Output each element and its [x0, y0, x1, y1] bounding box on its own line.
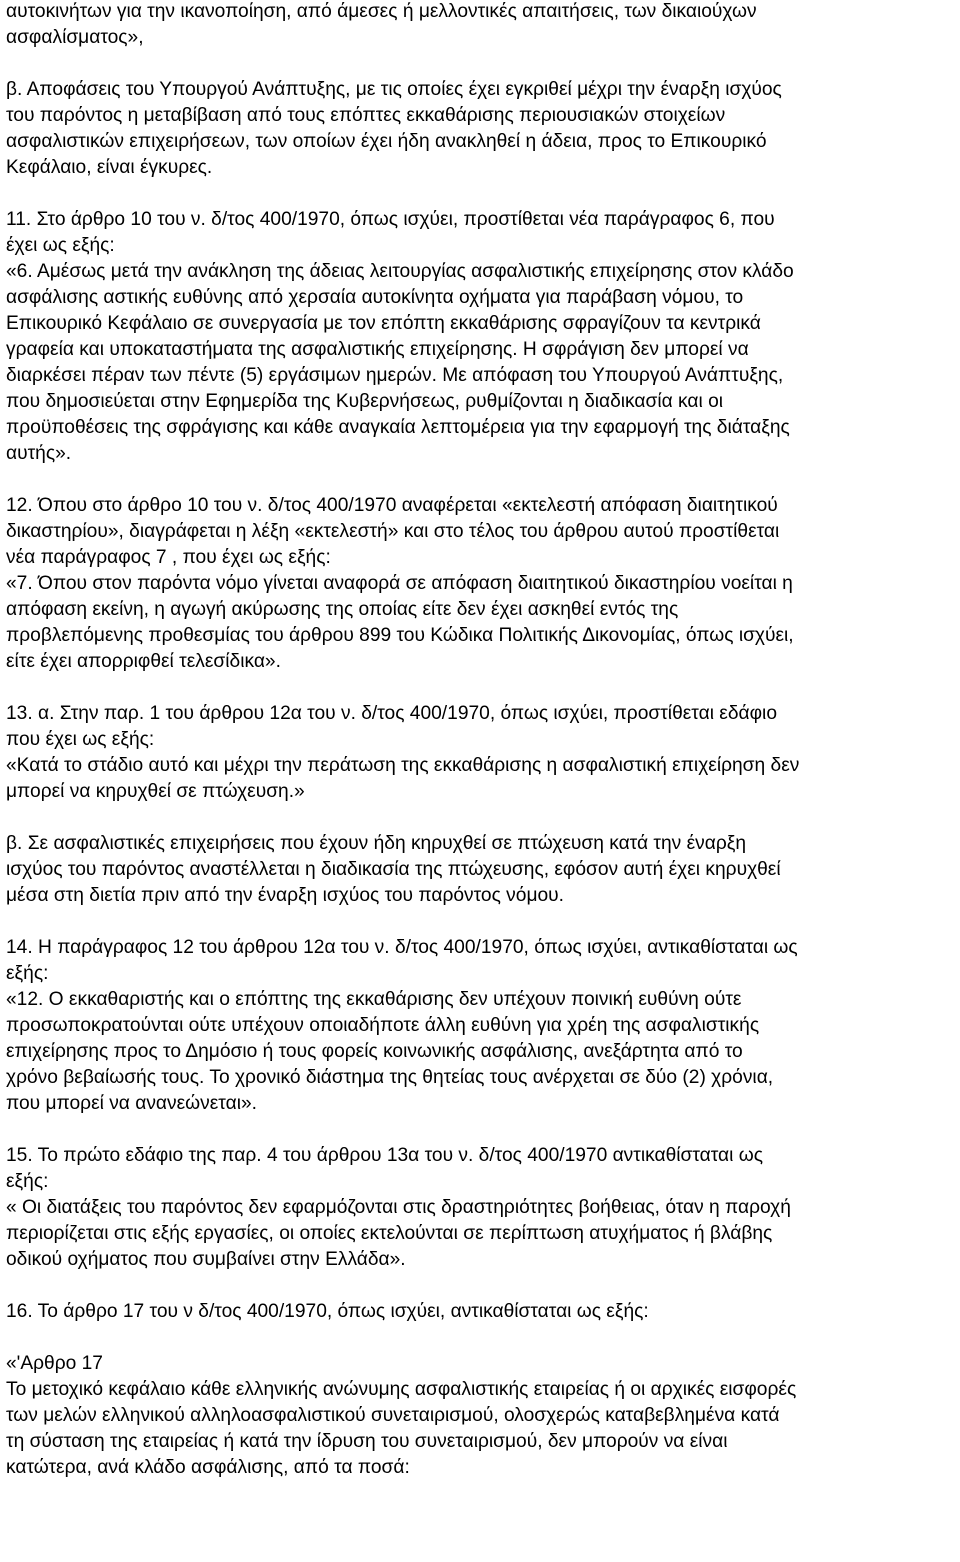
- text-line: «7. Όπου στον παρόντα νόμο γίνεται αναφορά σε απόφαση διαιτητικού δικαστηρίου νοείται η: [6, 573, 793, 594]
- text-line: οδικού οχήματος που συμβαίνει στην Ελλάδα».: [6, 1249, 406, 1270]
- text-line: 16. Το άρθρο 17 του ν δ/τος 400/1970, όπως ισχύει, αντικαθίσταται ως εξής:: [6, 1301, 649, 1322]
- text-line: είτε έχει απορριφθεί τελεσίδικα».: [6, 651, 281, 672]
- text-line: διαρκέσει πέραν των πέντε (5) εργάσιμων ημερών. Με απόφαση του Υπουργού Ανάπτυξης,: [6, 365, 784, 386]
- text-line: «12. Ο εκκαθαριστής και ο επόπτης της εκκαθάρισης δεν υπέχουν ποινική ευθύνη ούτε: [6, 989, 742, 1010]
- text-line: 12. Όπου στο άρθρο 10 του ν. δ/τος 400/1970 αναφέρεται «εκτελεστή απόφαση διαιτητικού: [6, 495, 778, 516]
- text-line: εξής:: [6, 1171, 49, 1192]
- text-line: περιορίζεται στις εξής εργασίες, οι οποίες εκτελούνται σε περίπτωση ατυχήματος ή βλάβης: [6, 1223, 773, 1244]
- text-line: ασφαλιστικών επιχειρήσεων, των οποίων έχει ήδη ανακληθεί η άδεια, προς το Επικουρικό: [6, 131, 767, 152]
- text-line: έχει ως εξής:: [6, 235, 115, 256]
- text-line: που μπορεί να ανανεώνεται».: [6, 1093, 257, 1114]
- text-line: 11. Στο άρθρο 10 του ν. δ/τος 400/1970, όπως ισχύει, προστίθεται νέα παράγραφος 6, που: [6, 209, 775, 230]
- text-line: επιχείρησης προς το Δημόσιο ή τους φορείς κοινωνικής ασφάλισης, ανεξάρτητα από το: [6, 1041, 743, 1062]
- text-line: εξής:: [6, 963, 49, 984]
- text-line: γραφεία και υποκαταστήματα της ασφαλιστικής επιχείρησης. Η σφράγιση δεν μπορεί να: [6, 339, 749, 360]
- text-line: μπορεί να κηρυχθεί σε πτώχευση.»: [6, 781, 305, 802]
- text-line: «Κατά το στάδιο αυτό και μέχρι την περάτωση της εκκαθάρισης η ασφαλιστική επιχείρηση δεν: [6, 755, 800, 776]
- text-line: Κεφάλαιο, είναι έγκυρες.: [6, 157, 213, 178]
- text-line: προβλεπόμενης προθεσμίας του άρθρου 899 του Κώδικα Πολιτικής Δικονομίας, όπως ισχύει,: [6, 625, 794, 646]
- text-line: ασφαλίσματος»,: [6, 27, 144, 48]
- text-line: « Οι διατάξεις του παρόντος δεν εφαρμόζονται στις δραστηριότητες βοήθειας, όταν η παροχή: [6, 1197, 791, 1218]
- text-line: «'Αρθρο 17: [6, 1353, 103, 1374]
- text-line: δικαστηρίου», διαγράφεται η λέξη «εκτελεστή» και στο τέλος του άρθρου αυτού προστίθεται: [6, 521, 780, 542]
- text-line: τη σύσταση της εταιρείας ή κατά την ίδρυση του συνεταιρισμού, δεν μπορούν να είναι: [6, 1431, 728, 1452]
- text-line: που δημοσιεύεται στην Εφημερίδα της Κυβερνήσεως, ρυθμίζονται η διαδικασία και οι: [6, 391, 724, 412]
- text-line: «6. Αμέσως μετά την ανάκληση της άδειας λειτουργίας ασφαλιστικής επιχείρησης στον κλάδο: [6, 261, 794, 282]
- text-line: β. Σε ασφαλιστικές επιχειρήσεις που έχουν ήδη κηρυχθεί σε πτώχευση κατά την έναρξη: [6, 833, 747, 854]
- text-line: 13. α. Στην παρ. 1 του άρθρου 12α του ν. δ/τος 400/1970, όπως ισχύει, προστίθεται εδάφιο: [6, 703, 777, 724]
- text-line: Επικουρικό Κεφάλαιο σε συνεργασία με τον επόπτη εκκαθάρισης σφραγίζουν τα κεντρικά: [6, 313, 761, 334]
- text-line: ισχύος του παρόντος αναστέλλεται η διαδικασία της πτώχευσης, εφόσον αυτή έχει κηρυχθεί: [6, 859, 781, 880]
- text-line: του παρόντος η μεταβίβαση από τους επόπτες εκκαθάρισης περιουσιακών στοιχείων: [6, 105, 726, 126]
- text-line: χρόνο βεβαίωσής τους. Το χρονικό διάστημα της θητείας τους ανέρχεται σε δύο (2) χρόνια,: [6, 1067, 774, 1088]
- text-line: ασφάλισης αστικής ευθύνης από χερσαία αυτοκίνητα οχήματα για παράβαση νόμου, το: [6, 287, 744, 308]
- text-line: νέα παράγραφος 7 , που έχει ως εξής:: [6, 547, 331, 568]
- text-line: προσωποκρατούνται ούτε υπέχουν οποιαδήποτε άλλη ευθύνη για χρέη της ασφαλιστικής: [6, 1015, 760, 1036]
- text-line: κατώτερα, ανά κλάδο ασφάλισης, από τα ποσά:: [6, 1457, 410, 1478]
- text-line: β. Αποφάσεις του Υπουργού Ανάπτυξης, με τις οποίες έχει εγκριθεί μέχρι την έναρξη ισχύος: [6, 79, 782, 100]
- text-line: αυτής».: [6, 443, 72, 464]
- text-line: αυτοκινήτων για την ικανοποίηση, από άμεσες ή μελλοντικές απαιτήσεις, των δικαιούχων: [6, 1, 757, 22]
- text-line: απόφαση εκείνη, η αγωγή ακύρωσης της οποίας είτε δεν έχει ασκηθεί εντός της: [6, 599, 679, 620]
- text-line: των μελών ελληνικού αλληλοασφαλιστικού συνεταιρισμού, ολοσχερώς καταβεβλημένα κατά: [6, 1405, 780, 1426]
- text-line: που έχει ως εξής:: [6, 729, 155, 750]
- text-line: μέσα στη διετία πριν από την έναρξη ισχύος του παρόντος νόμου.: [6, 885, 564, 906]
- text-line: 15. Το πρώτο εδάφιο της παρ. 4 του άρθρου 13α του ν. δ/τος 400/1970 αντικαθίσταται ως: [6, 1145, 763, 1166]
- text-line: 14. Η παράγραφος 12 του άρθρου 12α του ν. δ/τος 400/1970, όπως ισχύει, αντικαθίσταται ως: [6, 937, 798, 958]
- text-line: Το μετοχικό κεφάλαιο κάθε ελληνικής ανώνυμης ασφαλιστικής εταιρείας ή οι αρχικές εισφορές: [6, 1379, 797, 1400]
- text-line: προϋποθέσεις της σφράγισης και κάθε αναγκαία λεπτομέρεια για την εφαρμογή της διάταξης: [6, 417, 790, 438]
